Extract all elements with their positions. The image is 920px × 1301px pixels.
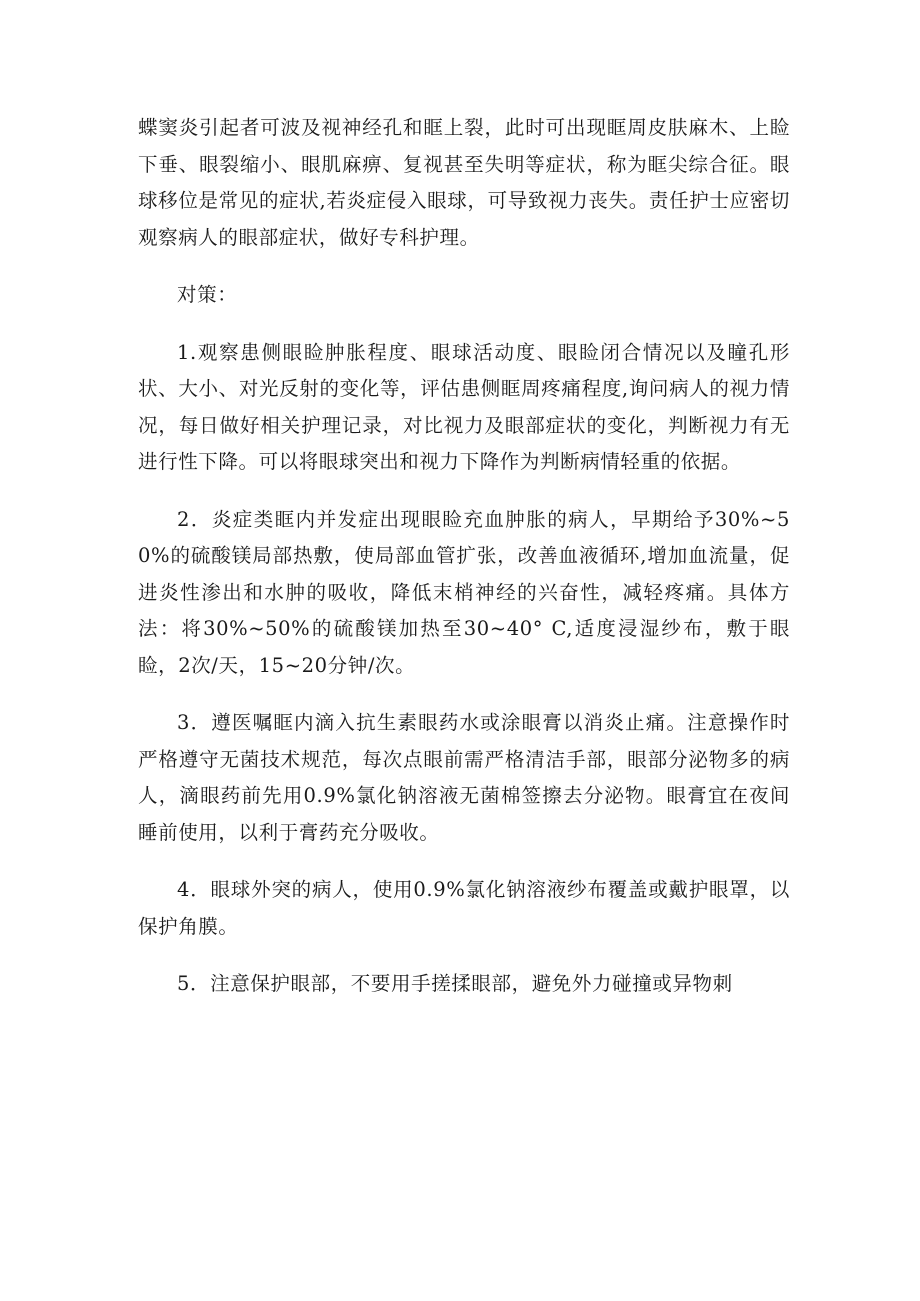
paragraph-countermeasures-heading: 对策：	[177, 283, 238, 306]
document-page	[138, 110, 790, 1003]
paragraph-item-2: 2．炎症类眶内并发症出现眼睑充血肿胀的病人，早期给予30%~50%的硫酸镁局部热敷，使局部血管扩张，改善血液循环,增加血流量，促进炎性渗出和水肿的吸收，降低末梢神经的兴奋性，减轻疼痛。具体方法：将30%~50%的硫酸镁加热至30~40° C,适度浸湿纱布，敷于眼睑，2次/天，15~20分钟/次。	[138, 507, 790, 677]
paragraph-sphenoid-sinusitis: 蝶窦炎引起者可波及视神经孔和眶上裂，此时可出现眶周皮肤麻木、上睑下垂、眼裂缩小、眼肌麻痹、复视甚至失明等症状，称为眶尖综合征。眼球移位是常见的症状,若炎症侵入眼球，可导致视力丧失。责任护士应密切观察病人的眼部症状，做好专科护理。	[138, 116, 790, 249]
paragraph-item-1: 1.观察患侧眼睑肿胀程度、眼球活动度、眼睑闭合情况以及瞳孔形状、大小、对光反射的变化等，评估患侧眶周疼痛程度,询问病人的视力情况，每日做好相关护理记录，对比视力及眼部症状的变化，判断视力有无进行性下降。可以将眼球突出和视力下降作为判断病情轻重的依据。	[138, 340, 790, 473]
paragraph-item-3: 3．遵医嘱眶内滴入抗生素眼药水或涂眼膏以消炎止痛。注意操作时严格遵守无菌技术规范，每次点眼前需严格清洁手部，眼部分泌物多的病人，滴眼药前先用0.9%氯化钠溶液无菌棉签擦去分泌物。眼膏宜在夜间睡前使用，以利于膏药充分吸收。	[138, 711, 790, 844]
paragraph-item-5: 5．注意保护眼部，不要用手搓揉眼部，避免外力碰撞或异物刺	[177, 972, 733, 995]
paragraph-item-4: 4．眼球外突的病人，使用0.9%氯化钠溶液纱布覆盖或戴护眼罩，以保护角膜。	[138, 878, 790, 938]
